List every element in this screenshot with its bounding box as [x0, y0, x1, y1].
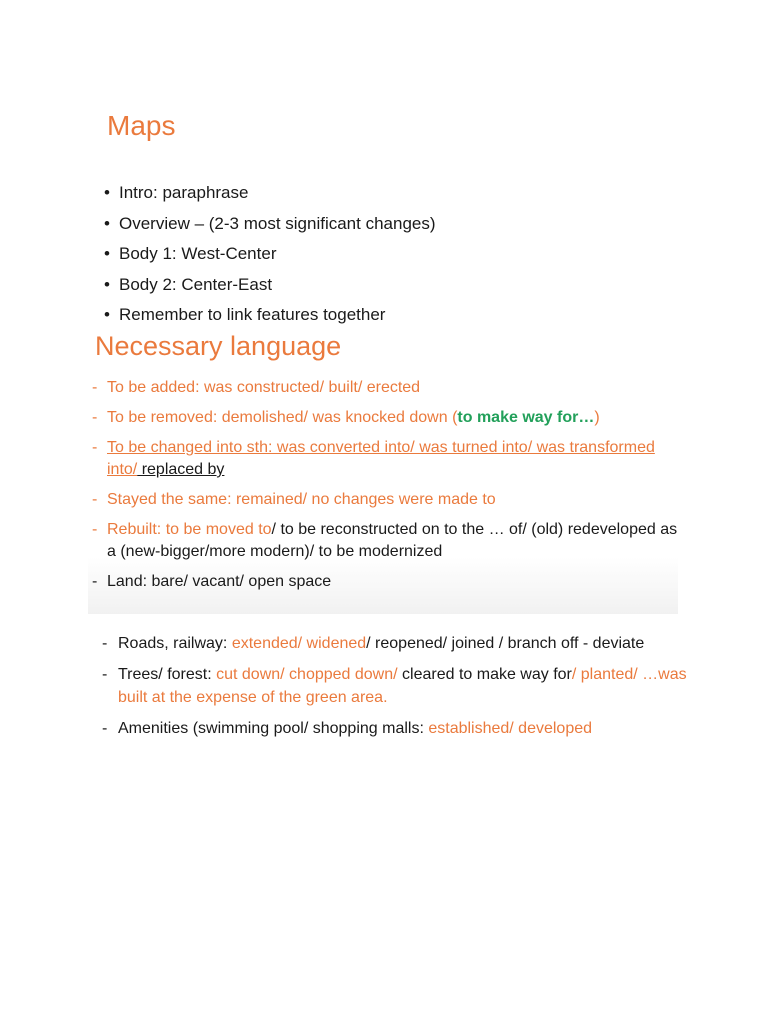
bullet-icon: •: [104, 213, 110, 233]
list-item-changed: - To be changed into sth: was converted into/ was turned into/ was transformed into/ replaced by: [92, 439, 655, 478]
list-item-added: - To be added: was constructed/ built/ erected: [92, 377, 682, 399]
features-list: [102, 632, 692, 748]
dash-icon: -: [102, 635, 108, 652]
bullet-icon: •: [104, 274, 110, 294]
bullet-icon: •: [104, 244, 110, 263]
list-item-same: - Stayed the same: remained/ no changes were made to: [92, 489, 682, 511]
list-item-amenities: - Amenities (swimming pool/ shopping malls: established/ developed: [102, 717, 692, 740]
language-list: [92, 377, 682, 601]
list-item-removed: - To be removed: demolished/ was knocked down (to make way for…): [92, 407, 682, 429]
dash-icon: -: [92, 573, 98, 590]
list-item: • Body 1: West-Center: [104, 239, 436, 270]
dash-icon: -: [92, 521, 98, 538]
list-item-rebuilt: - Rebuilt: to be moved to/ to be reconstructed on to the … of/ (old) redeveloped as a (new-bigger/more modern)/ to be modernized: [92, 521, 678, 560]
maps-bullet-list: [104, 178, 436, 331]
maps-heading: Maps: [107, 110, 176, 141]
list-item-land: - Land: bare/ vacant/ open space: [92, 571, 682, 593]
list-item-roads: - Roads, railway: extended/ widened/ reopened/ joined / branch off - deviate: [102, 632, 692, 655]
bullet-icon: •: [104, 183, 110, 202]
dash-icon: -: [102, 720, 108, 737]
dash-icon: -: [92, 409, 98, 426]
list-item: • Overview – (2-3 most significant changes): [104, 209, 436, 240]
bullet-icon: •: [104, 305, 110, 324]
dash-icon: -: [102, 666, 108, 683]
list-item: • Intro: paraphrase: [104, 178, 436, 209]
list-item-trees: - Trees/ forest: cut down/ chopped down/ cleared to make way for/ planted/ …was built at the expense of the green area.: [102, 663, 692, 709]
language-heading: Necessary language: [95, 331, 342, 361]
dash-icon: -: [92, 379, 98, 396]
list-item: • Body 2: Center-East: [104, 270, 436, 301]
dash-icon: -: [92, 491, 98, 508]
dash-icon: -: [92, 439, 98, 456]
list-item: • Remember to link features together: [104, 300, 436, 331]
